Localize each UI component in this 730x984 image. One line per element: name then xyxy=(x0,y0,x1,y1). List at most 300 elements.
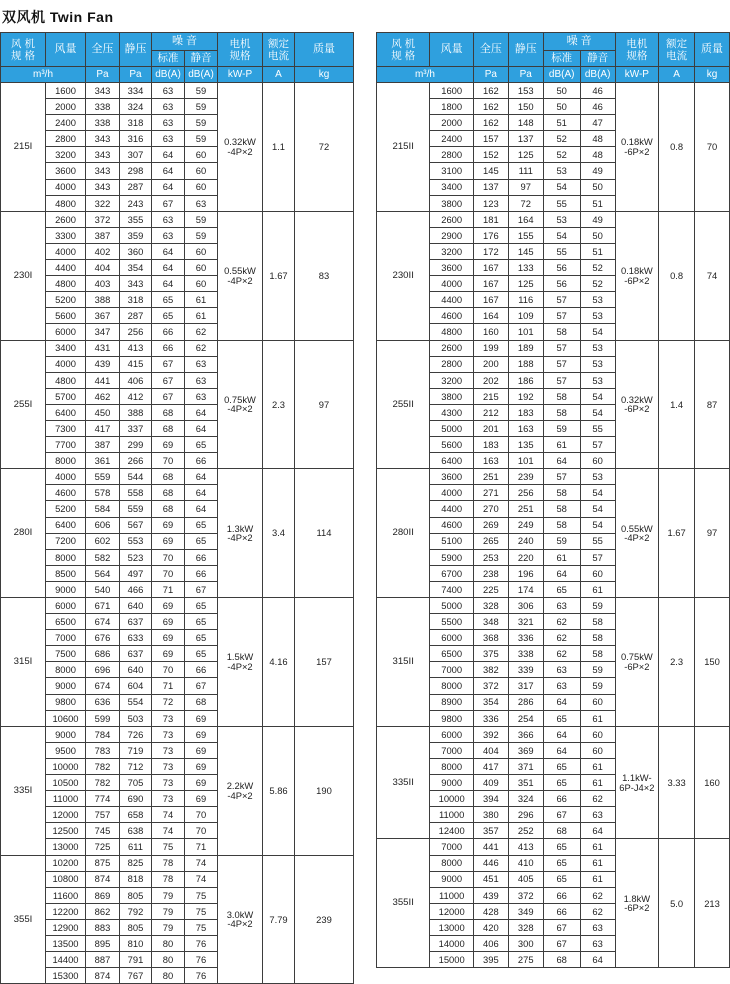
noise-quiet-cell: 60 xyxy=(580,726,615,742)
static-pressure-cell: 192 xyxy=(508,388,543,404)
noise-quiet-cell: 58 xyxy=(580,614,615,630)
static-pressure-cell: 321 xyxy=(508,614,543,630)
total-pressure-cell: 599 xyxy=(86,710,120,726)
total-pressure-cell: 403 xyxy=(86,276,120,292)
air-flow-cell: 4000 xyxy=(46,179,86,195)
static-pressure-cell: 412 xyxy=(120,388,152,404)
noise-quiet-cell: 52 xyxy=(580,276,615,292)
rated-current-cell: 5.86 xyxy=(263,726,295,855)
weight-cell: 74 xyxy=(695,211,730,340)
noise-quiet-cell: 53 xyxy=(580,308,615,324)
noise-quiet-cell: 62 xyxy=(185,340,218,356)
noise-standard-cell: 64 xyxy=(543,742,580,758)
noise-quiet-cell: 49 xyxy=(580,211,615,227)
air-flow-cell: 7000 xyxy=(430,742,474,758)
air-flow-cell: 5600 xyxy=(46,308,86,324)
static-pressure-cell: 334 xyxy=(120,83,152,99)
air-flow-cell: 2000 xyxy=(430,115,474,131)
noise-quiet-cell: 66 xyxy=(185,453,218,469)
noise-quiet-cell: 54 xyxy=(580,485,615,501)
noise-standard-cell: 50 xyxy=(543,83,580,99)
weight-cell: 114 xyxy=(295,469,354,598)
total-pressure-cell: 406 xyxy=(473,935,508,951)
total-pressure-cell: 404 xyxy=(473,742,508,758)
static-pressure-cell: 135 xyxy=(508,437,543,453)
header-noise-standard: 标准 xyxy=(543,51,580,67)
noise-quiet-cell: 65 xyxy=(185,517,218,533)
static-pressure-cell: 638 xyxy=(120,823,152,839)
total-pressure-cell: 784 xyxy=(86,726,120,742)
motor-poles: -4P×2 xyxy=(227,918,253,930)
total-pressure-cell: 202 xyxy=(473,372,508,388)
air-flow-cell: 7200 xyxy=(46,533,86,549)
noise-standard-cell: 63 xyxy=(152,227,185,243)
total-pressure-cell: 417 xyxy=(473,758,508,774)
air-flow-cell: 12500 xyxy=(46,823,86,839)
noise-quiet-cell: 67 xyxy=(185,581,218,597)
motor-spec-cell xyxy=(615,598,659,727)
noise-quiet-cell: 61 xyxy=(580,581,615,597)
static-pressure-cell: 544 xyxy=(120,469,152,485)
static-pressure-cell: 287 xyxy=(120,179,152,195)
air-flow-cell: 9500 xyxy=(46,742,86,758)
static-pressure-cell: 249 xyxy=(508,517,543,533)
table-row xyxy=(377,469,730,485)
static-pressure-cell: 155 xyxy=(508,227,543,243)
air-flow-cell: 4400 xyxy=(430,501,474,517)
total-pressure-cell: 347 xyxy=(86,324,120,340)
total-pressure-cell: 265 xyxy=(473,533,508,549)
air-flow-cell: 12900 xyxy=(46,919,86,935)
total-pressure-cell: 428 xyxy=(473,903,508,919)
total-pressure-cell: 354 xyxy=(473,694,508,710)
total-pressure-cell: 671 xyxy=(86,598,120,614)
total-pressure-cell: 338 xyxy=(86,99,120,115)
noise-quiet-cell: 64 xyxy=(185,485,218,501)
noise-standard-cell: 69 xyxy=(152,630,185,646)
header-current-line1: 额定 xyxy=(666,37,688,50)
total-pressure-cell: 578 xyxy=(86,485,120,501)
air-flow-cell: 7300 xyxy=(46,420,86,436)
rated-current-cell: 3.33 xyxy=(659,726,695,839)
noise-quiet-cell: 60 xyxy=(185,147,218,163)
total-pressure-cell: 883 xyxy=(86,919,120,935)
noise-standard-cell: 56 xyxy=(543,276,580,292)
total-pressure-cell: 380 xyxy=(473,807,508,823)
noise-quiet-cell: 68 xyxy=(185,694,218,710)
total-pressure-cell: 636 xyxy=(86,694,120,710)
air-flow-cell: 12200 xyxy=(46,903,86,919)
noise-standard-cell: 59 xyxy=(543,420,580,436)
static-pressure-cell: 371 xyxy=(508,758,543,774)
air-flow-cell: 4800 xyxy=(46,372,86,388)
table-row xyxy=(377,83,730,99)
rated-current-cell: 2.3 xyxy=(263,340,295,469)
noise-standard-cell: 67 xyxy=(152,356,185,372)
total-pressure-cell: 582 xyxy=(86,549,120,565)
static-pressure-cell: 712 xyxy=(120,758,152,774)
noise-standard-cell: 71 xyxy=(152,678,185,694)
noise-standard-cell: 63 xyxy=(152,115,185,131)
total-pressure-cell: 164 xyxy=(473,308,508,324)
header-motor-line1: 电机 xyxy=(626,37,648,50)
unit-motor: kW-P xyxy=(218,67,263,83)
air-flow-cell: 3800 xyxy=(430,388,474,404)
air-flow-cell: 10000 xyxy=(46,758,86,774)
noise-standard-cell: 74 xyxy=(152,807,185,823)
noise-quiet-cell: 53 xyxy=(580,469,615,485)
static-pressure-cell: 805 xyxy=(120,919,152,935)
fan-model-cell: 335I xyxy=(1,726,46,855)
noise-quiet-cell: 66 xyxy=(185,662,218,678)
air-flow-cell: 8500 xyxy=(46,565,86,581)
air-flow-cell: 2000 xyxy=(46,99,86,115)
air-flow-cell: 6500 xyxy=(430,646,474,662)
noise-quiet-cell: 59 xyxy=(580,662,615,678)
total-pressure-cell: 725 xyxy=(86,839,120,855)
air-flow-cell: 7000 xyxy=(430,839,474,855)
static-pressure-cell: 286 xyxy=(508,694,543,710)
fan-model-cell: 215I xyxy=(1,83,46,212)
air-flow-cell: 3400 xyxy=(46,340,86,356)
total-pressure-cell: 441 xyxy=(473,839,508,855)
noise-standard-cell: 59 xyxy=(543,533,580,549)
header-fan-model-line2: 规 格 xyxy=(391,49,416,62)
air-flow-cell: 13500 xyxy=(46,935,86,951)
total-pressure-cell: 387 xyxy=(86,227,120,243)
total-pressure-cell: 200 xyxy=(473,356,508,372)
noise-quiet-cell: 69 xyxy=(185,742,218,758)
noise-quiet-cell: 60 xyxy=(580,453,615,469)
static-pressure-cell: 116 xyxy=(508,292,543,308)
noise-quiet-cell: 61 xyxy=(580,758,615,774)
air-flow-cell: 15300 xyxy=(46,968,86,984)
air-flow-cell: 3600 xyxy=(430,260,474,276)
noise-standard-cell: 64 xyxy=(152,276,185,292)
unit-motor: kW-P xyxy=(615,67,659,83)
total-pressure-cell: 176 xyxy=(473,227,508,243)
air-flow-cell: 4800 xyxy=(46,276,86,292)
rated-current-cell: 1.1 xyxy=(263,83,295,212)
noise-quiet-cell: 69 xyxy=(185,710,218,726)
noise-quiet-cell: 57 xyxy=(580,549,615,565)
noise-quiet-cell: 63 xyxy=(185,356,218,372)
noise-quiet-cell: 59 xyxy=(185,83,218,99)
noise-standard-cell: 64 xyxy=(543,694,580,710)
weight-cell: 239 xyxy=(295,855,354,984)
static-pressure-cell: 633 xyxy=(120,630,152,646)
table-row xyxy=(1,598,354,614)
noise-standard-cell: 69 xyxy=(152,614,185,630)
noise-standard-cell: 71 xyxy=(152,581,185,597)
static-pressure-cell: 336 xyxy=(508,630,543,646)
header-motor-line1: 电机 xyxy=(229,37,251,50)
static-pressure-cell: 791 xyxy=(120,952,152,968)
rated-current-cell: 1.67 xyxy=(263,211,295,340)
static-pressure-cell: 604 xyxy=(120,678,152,694)
noise-quiet-cell: 65 xyxy=(185,614,218,630)
noise-quiet-cell: 64 xyxy=(580,952,615,968)
motor-spec-cell xyxy=(218,83,263,212)
total-pressure-cell: 271 xyxy=(473,485,508,501)
noise-quiet-cell: 60 xyxy=(185,163,218,179)
total-pressure-cell: 584 xyxy=(86,501,120,517)
unit-weight: kg xyxy=(695,67,730,83)
motor-poles: 6P-J4×2 xyxy=(619,781,655,793)
static-pressure-cell: 413 xyxy=(120,340,152,356)
twin-fan-table-left xyxy=(0,32,354,984)
motor-poles: -6P×2 xyxy=(624,660,650,672)
header-current-line2: 电流 xyxy=(268,49,289,62)
noise-standard-cell: 68 xyxy=(152,469,185,485)
total-pressure-cell: 395 xyxy=(473,952,508,968)
static-pressure-cell: 466 xyxy=(120,581,152,597)
air-flow-cell: 2400 xyxy=(46,115,86,131)
total-pressure-cell: 417 xyxy=(86,420,120,436)
noise-quiet-cell: 62 xyxy=(580,903,615,919)
noise-standard-cell: 68 xyxy=(152,485,185,501)
static-pressure-cell: 554 xyxy=(120,694,152,710)
header-noise-standard: 标准 xyxy=(152,51,185,67)
noise-standard-cell: 66 xyxy=(543,791,580,807)
noise-standard-cell: 57 xyxy=(543,292,580,308)
total-pressure-cell: 338 xyxy=(86,115,120,131)
noise-standard-cell: 52 xyxy=(543,147,580,163)
air-flow-cell: 8000 xyxy=(46,662,86,678)
rated-current-cell: 5.0 xyxy=(659,839,695,968)
total-pressure-cell: 409 xyxy=(473,775,508,791)
noise-quiet-cell: 54 xyxy=(580,404,615,420)
motor-poles: -4P×2 xyxy=(227,403,253,415)
motor-poles: -4P×2 xyxy=(227,789,253,801)
header-static-pressure: 静压 xyxy=(120,33,152,67)
motor-poles: -4P×2 xyxy=(624,532,650,544)
static-pressure-cell: 133 xyxy=(508,260,543,276)
static-pressure-cell: 318 xyxy=(120,292,152,308)
noise-quiet-cell: 63 xyxy=(185,195,218,211)
total-pressure-cell: 540 xyxy=(86,581,120,597)
static-pressure-cell: 497 xyxy=(120,565,152,581)
static-pressure-cell: 137 xyxy=(508,131,543,147)
air-flow-cell: 2600 xyxy=(46,211,86,227)
noise-standard-cell: 67 xyxy=(152,195,185,211)
noise-standard-cell: 69 xyxy=(152,646,185,662)
total-pressure-cell: 606 xyxy=(86,517,120,533)
fan-model-cell: 280I xyxy=(1,469,46,598)
static-pressure-cell: 503 xyxy=(120,710,152,726)
noise-standard-cell: 53 xyxy=(543,211,580,227)
static-pressure-cell: 410 xyxy=(508,855,543,871)
noise-quiet-cell: 53 xyxy=(580,356,615,372)
static-pressure-cell: 317 xyxy=(508,678,543,694)
weight-cell: 160 xyxy=(695,726,730,839)
air-flow-cell: 11000 xyxy=(430,807,474,823)
total-pressure-cell: 783 xyxy=(86,742,120,758)
total-pressure-cell: 451 xyxy=(473,871,508,887)
air-flow-cell: 15000 xyxy=(430,952,474,968)
static-pressure-cell: 640 xyxy=(120,598,152,614)
noise-quiet-cell: 76 xyxy=(185,935,218,951)
noise-standard-cell: 72 xyxy=(152,694,185,710)
noise-quiet-cell: 60 xyxy=(580,694,615,710)
rated-current-cell: 2.3 xyxy=(659,598,695,727)
noise-quiet-cell: 64 xyxy=(185,404,218,420)
noise-standard-cell: 63 xyxy=(543,662,580,678)
static-pressure-cell: 559 xyxy=(120,501,152,517)
total-pressure-cell: 869 xyxy=(86,887,120,903)
static-pressure-cell: 611 xyxy=(120,839,152,855)
static-pressure-cell: 72 xyxy=(508,195,543,211)
static-pressure-cell: 818 xyxy=(120,871,152,887)
total-pressure-cell: 160 xyxy=(473,324,508,340)
header-motor-spec xyxy=(218,33,263,67)
noise-quiet-cell: 54 xyxy=(580,388,615,404)
noise-standard-cell: 80 xyxy=(152,968,185,984)
noise-quiet-cell: 75 xyxy=(185,919,218,935)
total-pressure-cell: 357 xyxy=(473,823,508,839)
motor-spec-cell xyxy=(615,340,659,469)
noise-quiet-cell: 63 xyxy=(185,388,218,404)
air-flow-cell: 3300 xyxy=(46,227,86,243)
static-pressure-cell: 553 xyxy=(120,533,152,549)
total-pressure-cell: 343 xyxy=(86,131,120,147)
air-flow-cell: 4000 xyxy=(430,276,474,292)
motor-spec-cell xyxy=(615,83,659,212)
total-pressure-cell: 757 xyxy=(86,807,120,823)
noise-standard-cell: 67 xyxy=(543,919,580,935)
motor-power: 0.18kW xyxy=(620,265,653,277)
air-flow-cell: 3800 xyxy=(430,195,474,211)
noise-quiet-cell: 59 xyxy=(185,99,218,115)
noise-standard-cell: 73 xyxy=(152,742,185,758)
noise-standard-cell: 70 xyxy=(152,453,185,469)
twin-fan-table-right xyxy=(376,32,730,968)
noise-standard-cell: 58 xyxy=(543,501,580,517)
static-pressure-cell: 220 xyxy=(508,549,543,565)
total-pressure-cell: 162 xyxy=(473,83,508,99)
noise-quiet-cell: 53 xyxy=(580,292,615,308)
static-pressure-cell: 640 xyxy=(120,662,152,678)
air-flow-cell: 5200 xyxy=(46,292,86,308)
total-pressure-cell: 157 xyxy=(473,131,508,147)
noise-standard-cell: 63 xyxy=(152,131,185,147)
header-noise-quiet: 静音 xyxy=(580,51,615,67)
static-pressure-cell: 125 xyxy=(508,276,543,292)
table-row xyxy=(1,83,354,99)
table-row xyxy=(377,211,730,227)
motor-power: 1.3kW xyxy=(226,522,254,534)
air-flow-cell: 7000 xyxy=(46,630,86,646)
noise-quiet-cell: 74 xyxy=(185,871,218,887)
static-pressure-cell: 406 xyxy=(120,372,152,388)
air-flow-cell: 11000 xyxy=(430,887,474,903)
noise-standard-cell: 68 xyxy=(543,823,580,839)
fan-model-cell: 315II xyxy=(377,598,430,727)
fan-model-cell: 355II xyxy=(377,839,430,968)
total-pressure-cell: 212 xyxy=(473,404,508,420)
noise-standard-cell: 58 xyxy=(543,388,580,404)
noise-quiet-cell: 59 xyxy=(580,678,615,694)
table-row xyxy=(377,598,730,614)
static-pressure-cell: 339 xyxy=(508,662,543,678)
noise-quiet-cell: 62 xyxy=(185,324,218,340)
air-flow-cell: 11000 xyxy=(46,791,86,807)
total-pressure-cell: 392 xyxy=(473,726,508,742)
noise-quiet-cell: 70 xyxy=(185,807,218,823)
noise-quiet-cell: 53 xyxy=(580,372,615,388)
rated-current-cell: 1.67 xyxy=(659,469,695,598)
header-noise: 噪 音 xyxy=(543,33,615,51)
noise-standard-cell: 78 xyxy=(152,855,185,871)
motor-poles: -6P×2 xyxy=(624,902,650,914)
noise-quiet-cell: 64 xyxy=(185,501,218,517)
air-flow-cell: 8000 xyxy=(430,758,474,774)
static-pressure-cell: 567 xyxy=(120,517,152,533)
total-pressure-cell: 123 xyxy=(473,195,508,211)
noise-standard-cell: 69 xyxy=(152,533,185,549)
air-flow-cell: 10200 xyxy=(46,855,86,871)
header-motor-line2: 规格 xyxy=(626,49,648,62)
air-flow-cell: 10000 xyxy=(430,791,474,807)
table-row xyxy=(377,839,730,855)
static-pressure-cell: 256 xyxy=(120,324,152,340)
motor-power: 0.18kW xyxy=(620,136,653,148)
air-flow-cell: 5000 xyxy=(430,420,474,436)
noise-standard-cell: 69 xyxy=(152,517,185,533)
noise-standard-cell: 65 xyxy=(152,308,185,324)
noise-standard-cell: 57 xyxy=(543,340,580,356)
noise-standard-cell: 65 xyxy=(543,775,580,791)
total-pressure-cell: 439 xyxy=(473,887,508,903)
air-flow-cell: 3200 xyxy=(46,147,86,163)
motor-poles: -6P×2 xyxy=(624,145,650,157)
total-pressure-cell: 367 xyxy=(86,308,120,324)
motor-power: 1.8kW xyxy=(623,892,651,904)
static-pressure-cell: 767 xyxy=(120,968,152,984)
unit-current: A xyxy=(659,67,695,83)
air-flow-cell: 4000 xyxy=(46,243,86,259)
noise-quiet-cell: 61 xyxy=(580,839,615,855)
noise-standard-cell: 64 xyxy=(543,726,580,742)
total-pressure-cell: 874 xyxy=(86,968,120,984)
static-pressure-cell: 153 xyxy=(508,83,543,99)
noise-standard-cell: 73 xyxy=(152,758,185,774)
header-air-flow: 风量 xyxy=(46,33,86,67)
air-flow-cell: 2800 xyxy=(430,356,474,372)
air-flow-cell: 6000 xyxy=(430,726,474,742)
air-flow-cell: 6400 xyxy=(430,453,474,469)
header-total-pressure: 全压 xyxy=(473,33,508,67)
noise-standard-cell: 63 xyxy=(543,678,580,694)
static-pressure-cell: 360 xyxy=(120,243,152,259)
static-pressure-cell: 164 xyxy=(508,211,543,227)
static-pressure-cell: 719 xyxy=(120,742,152,758)
noise-quiet-cell: 49 xyxy=(580,163,615,179)
header-fan-model-line2: 规 格 xyxy=(11,49,35,62)
fan-model-cell: 230I xyxy=(1,211,46,340)
noise-quiet-cell: 65 xyxy=(185,533,218,549)
static-pressure-cell: 251 xyxy=(508,501,543,517)
air-flow-cell: 2900 xyxy=(430,227,474,243)
fan-model-cell: 230II xyxy=(377,211,430,340)
noise-standard-cell: 58 xyxy=(543,517,580,533)
static-pressure-cell: 558 xyxy=(120,485,152,501)
noise-standard-cell: 73 xyxy=(152,710,185,726)
noise-standard-cell: 57 xyxy=(543,469,580,485)
noise-standard-cell: 63 xyxy=(152,99,185,115)
air-flow-cell: 4000 xyxy=(430,485,474,501)
noise-quiet-cell: 59 xyxy=(185,211,218,227)
